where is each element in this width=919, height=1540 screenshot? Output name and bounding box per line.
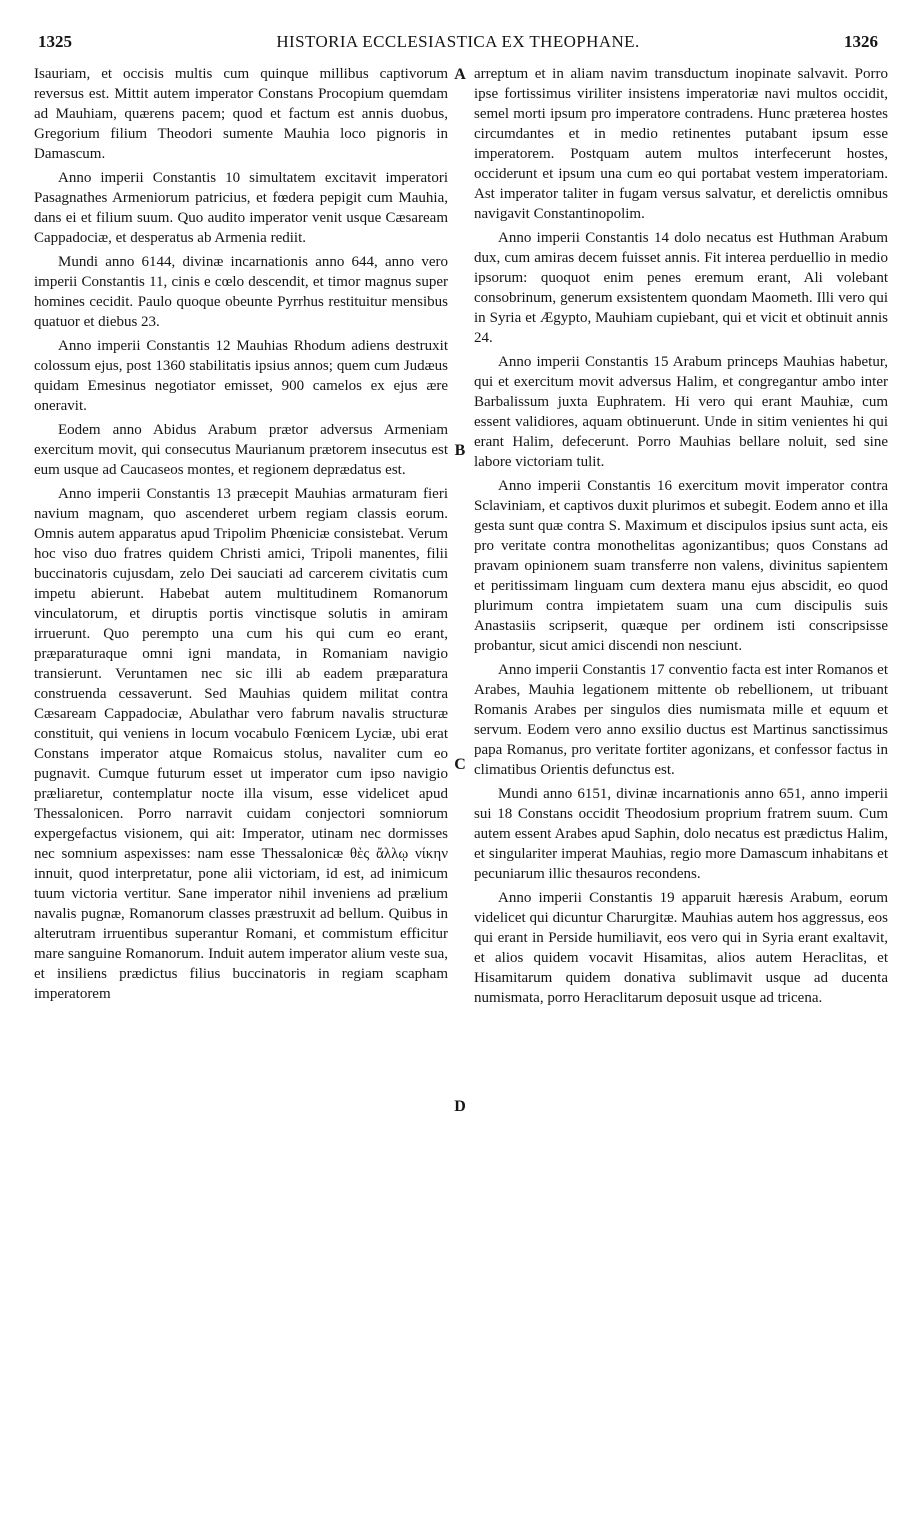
page-header [38,32,878,58]
paragraph: Anno imperii Constantis 15 Arabum princeps Mauhias habetur, qui et exercitum movit adversus Halim, et congregantur ambo inter Barbalissum juxta Euphratem. Hi vero qui erant Mauhiæ, cum essent validiores, aquam obtinuerunt. Unde in sitim venientes hi qui erant Halim, defecerunt. Porro Mauhias bellare noluit, sed sine labore victoriam tulit. [474,354,888,470]
paragraph: Anno imperii Constantis 16 exercitum movit imperator contra Sclaviniam, et captivos duxit plurimos et subegit. Eodem anno et illa gesta sunt quæ contra S. Maximum et discipulos ipsius sunt acta, eis pro veritate contra monothelitas agonizantibus; quos Constans ad pravam opinionem suam transferre non valens, divinitus sapientem et peritissimam linguam cum dextera manu ejus abscidit, eo quod plurimum contra impietatem suam una cum discipulis suis Anastasiis scripserit, quæque per ordinem isti conscripsisse probantur, sicut amici discendi non nesciunt. [474,478,888,654]
margin-marker-a: A [454,66,466,83]
right-column [474,64,888,1012]
left-column [34,64,448,1008]
paragraph: Anno imperii Constantis 19 apparuit hæresis Arabum, eorum videlicet qui dicuntur Charurgitæ. Mauhias autem hos aggressus, eos qui erant in Perside humiliavit, eos vero qui in Syria erant exaltavit, et alios quidem vocavit Hisamitas, alios autem Heraclitas, et Hisamitarum quidem donativa sublimavit usque ad ducenta numismata, porro Heraclitarum deposuit usque ad tricena. [474,890,888,1006]
paragraph: Eodem anno Abidus Arabum prætor adversus Armeniam exercitum movit, qui consecutus Maurianum prætorem insecutus est eum usque ad Caucaseos montes, et regionem deprædatus est. [34,422,448,478]
paragraph: Anno imperii Constantis 12 Mauhias Rhodum adiens destruxit colossum ejus, post 1360 stabilitatis ipsius annos; quem cum Judæus quidam Emesinus negotiator emisset, 900 camelos ex ejus ære oneravit. [34,338,448,414]
paragraph: Anno imperii Constantis 17 conventio facta est inter Romanos et Arabes, Mauhia legationem mittente ob rebellionem, ut tribuant Romanis Arabes per singulos dies numismata mille et equum et servum. Eodem vero anno exsilio ductus est Martinus sanctissimus papa Romanus, pro veritate fortiter agonizans, et confessor factus in climatibus Orientis defunctus est. [474,662,888,778]
page-number-left: 1325 [38,32,72,51]
margin-marker-d: D [454,1098,466,1115]
paragraph: Anno imperii Constantis 10 simultatem excitavit imperatori Pasagnathes Armeniorum patricius, et fœdera pepigit cum Mauhia, dans ei et filium suum. Quo audito imperator venit usque Cæsaream Cappadociæ, et desperatus ab Armenia rediit. [34,170,448,246]
paragraph: Mundi anno 6151, divinæ incarnationis anno 651, anno imperii sui 18 Constans occidit Theodosium proprium fratrem suum. Cum autem essent Arabes apud Saphin, dolo necatus est prædictus Halim, et singulariter imperat Mauhias, regio more Damascum inhabitans et pecuniarum illic thesauros recondens. [474,786,888,882]
paragraph: Anno imperii Constantis 14 dolo necatus est Huthman Arabum dux, cum amiras decem fuisset annis. Fit interea perduellio in medio ipsorum: quoquot enim penes eremum erant, Ali volebant consobrinum, generum exsistentem quondam Maometh. Illi vero qui in Syria et Ægypto, Mauhiam cupiebant, qui et vicit et obtinuit annis 24. [474,230,888,346]
paragraph: Mundi anno 6144, divinæ incarnationis anno 644, anno vero imperii Constantis 11, cinis e cœlo descendit, et timor magnus super homines cecidit. Paulo quoque obeunte Pyrrhus restituitur mensibus quatuor et diebus 23. [34,254,448,330]
page-number-right: 1326 [844,32,878,51]
paragraph: Anno imperii Constantis 13 præcepit Mauhias armaturam fieri navium magnam, quo ascenderet urbem regiam classis eorum. Omnis autem apparatus apud Tripolim Phœniciæ consistebat. Verum hoc viso duo fratres quidem Christi amici, Tripoli manentes, filii buccinatoris cujusdam, zelo Dei sauciati ad carcerem civitatis cum impetu abierunt. Habebat autem multitudinem Romanorum vinculatorum, et diruptis portis vinctisque solutis in amiram irruerunt. Quo perempto una cum his qui cum eo erant, præparaturaque omni igni mandata, in Romaniam navigio transierunt. Veruntamen nec sic illi ab eadem præparatura construenda cessaverunt. Sed Mauhias quidem militat contra Cæsaream Cappadociæ, Abulathar vero fabrum navalis structuræ constituit, qui veniens in locum vocabulo Fœnicem Lyciæ, ubi erat Constans imperator atque Romaicus stolus, navaliter cum eo pugnavit. Cumque futurum esset ut imperator cum ipso navigio præliaretur, contemplatur nocte illa visum, esse videlicet apud Thessalonicen. Porro narravit cuidam conjectori somniorum expergefactus visionem, qui ait: Imperator, utinam nec dormisses nec somnium aspexisses: nam esse Thessalonicæ θὲς ἄλλῳ νίκην innuit, quod interpretatur, pone alii victoriam, id est, ad inimicum tuum victoria vertitur. Sane imperator nihil inveniens ad prælium navalis pugnæ, Romanorum classes præstruxit ad bellum. Quibus in alterutram irruentibus superantur Romani, et commistum efficitur mare sanguine Romanorum. Induit autem imperator alium veste sua, et insiliens prædictus filius buccinatoris in regiam scapham imperatorem [34,486,448,1002]
running-title: HISTORIA ECCLESIASTICA EX THEOPHANE. [276,32,640,51]
margin-marker-c: C [454,756,466,773]
margin-marker-b: B [454,442,466,459]
paragraph: Isauriam, et occisis multis cum quinque millibus captivorum reversus est. Mittit autem imperator Constans Procopium quemdam ad Mauhiam, quærens pacem; quod et factum est annis duobus, Gregorium filium Theodori sumente Mauhia loco pignoris in Damascum. [34,66,448,162]
paragraph: arreptum et in aliam navim transductum inopinate salvavit. Porro ipse fortissimus viriliter insistens imperatoriæ navi multos occidit, semel morti ipsum pro imperatore contradens. Hunc præterea hostes circumdantes et in medio retinentes putabant ipsum esse imperatorem. Postquam autem multos interfecerunt hostes, occiderunt et ipsum una cum eo qui portabat vestem imperatoriam. Ast imperator taliter in fugam versus salvatur, et derelictis omnibus navigavit Constantinopolim. [474,66,888,222]
